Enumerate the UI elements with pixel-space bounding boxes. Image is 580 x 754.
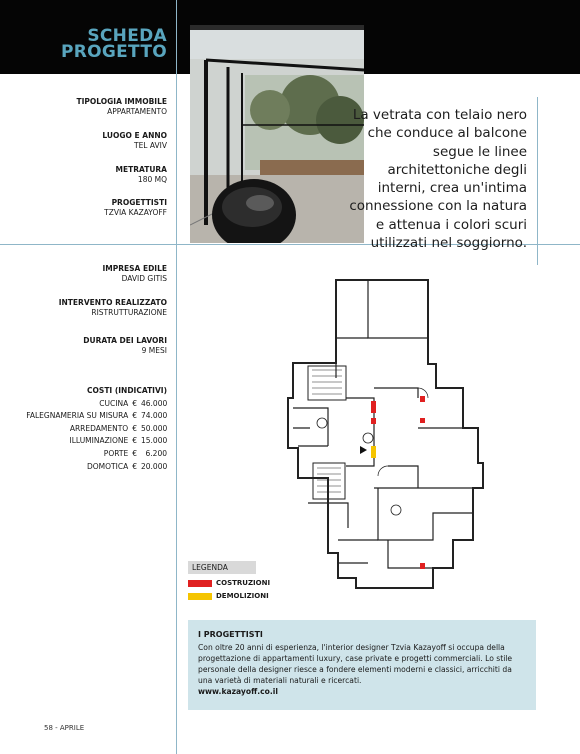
legend-swatch-red <box>188 580 212 587</box>
page-folio: 58 - APRILE <box>44 724 85 732</box>
spec-label: METRATURA <box>115 165 167 174</box>
designers-title: I PROGETTISTI <box>198 630 263 639</box>
column-rule <box>176 0 177 754</box>
plan-legend <box>188 561 270 600</box>
cost-currency: € <box>132 448 137 458</box>
cost-item: CUCINA <box>99 398 129 408</box>
title-line-2: PROGETTO <box>60 42 167 62</box>
spec-label: PROGETTISTI <box>111 198 167 207</box>
cost-amount: 20.000 <box>141 461 168 471</box>
cost-row <box>26 410 167 423</box>
spec-impresa <box>102 264 167 284</box>
cost-item: FALEGNAMERIA SU MISURA <box>26 411 129 421</box>
cost-item: PORTE <box>103 448 129 458</box>
costs-title: COSTI (INDICATIVI) <box>87 386 167 395</box>
cost-row <box>26 461 167 474</box>
quote-rule <box>537 97 538 265</box>
spec-value: 9 MESI <box>141 346 167 355</box>
cost-amount: 46.000 <box>141 398 168 408</box>
pull-quote: La vetrata con telaio nero che conduce al balcone segue le linee architettoniche degli interni, crea un'intima connessione con la natura e attenua i colori scuri utilizzati nel soggiorno. <box>349 107 527 252</box>
legend-label: COSTRUZIONI <box>216 579 271 587</box>
cost-row <box>26 423 167 436</box>
cost-item: DOMOTICA <box>87 461 129 471</box>
cost-item: ARREDAMENTO <box>69 423 129 433</box>
spec-durata <box>83 336 167 356</box>
cost-row <box>26 398 167 411</box>
spec-luogo <box>102 131 167 151</box>
title-line-1: SCHEDA <box>87 26 167 46</box>
costs-table <box>26 385 167 473</box>
legend-item-costruzioni <box>188 579 270 587</box>
spec-value: APPARTAMENTO <box>107 107 167 116</box>
floor-plan <box>268 278 532 606</box>
spec-value: DAVID GITIS <box>121 274 167 283</box>
spec-label: DURATA DEI LAVORI <box>83 336 167 345</box>
legend-swatch-yellow <box>188 593 212 600</box>
spec-progettisti <box>104 198 167 218</box>
cost-currency: € <box>132 398 137 408</box>
cost-amount: 50.000 <box>141 423 168 433</box>
spec-value: TZVIA KAZAYOFF <box>104 208 167 217</box>
legend-label: DEMOLIZIONI <box>216 592 269 600</box>
spec-value: TEL AVIV <box>133 141 167 150</box>
spec-tipologia <box>76 97 167 117</box>
spec-value: 180 MQ <box>137 175 167 184</box>
spec-metratura <box>116 165 168 185</box>
cost-currency: € <box>132 461 137 471</box>
spec-label: IMPRESA EDILE <box>102 264 167 273</box>
cost-currency: € <box>132 411 137 421</box>
section-title <box>61 28 167 60</box>
designers-body: Con oltre 20 anni di esperienza, l'interior designer Tzvia Kazayoff si occupa della progettazione di appartamenti luxury, case private e progetti commerciali. Lo stile personale della designer riesce a fondere elementi moderni e classici, arricchiti da una varietà di materiali naturali e ricercati. <box>198 643 513 685</box>
spec-label: TIPOLOGIA IMMOBILE <box>76 97 167 106</box>
cost-row <box>26 448 167 461</box>
designers-url: www.kazayoff.co.il <box>198 687 278 696</box>
cost-amount: 74.000 <box>141 411 168 421</box>
cost-currency: € <box>132 436 137 446</box>
cost-row <box>26 435 167 448</box>
spec-label: INTERVENTO REALIZZATO <box>58 298 167 307</box>
designers-box <box>188 620 536 710</box>
legend-item-demolizioni <box>188 592 270 600</box>
spec-value: RISTRUTTURAZIONE <box>91 308 167 317</box>
cost-item: ILLUMINAZIONE <box>69 436 129 446</box>
cost-amount: 15.000 <box>141 436 168 446</box>
spec-intervento <box>59 298 167 318</box>
spec-label: LUOGO E ANNO <box>102 131 167 140</box>
legend-title: LEGENDA <box>188 561 256 574</box>
cost-currency: € <box>132 423 137 433</box>
cost-amount: 6.200 <box>145 448 167 458</box>
